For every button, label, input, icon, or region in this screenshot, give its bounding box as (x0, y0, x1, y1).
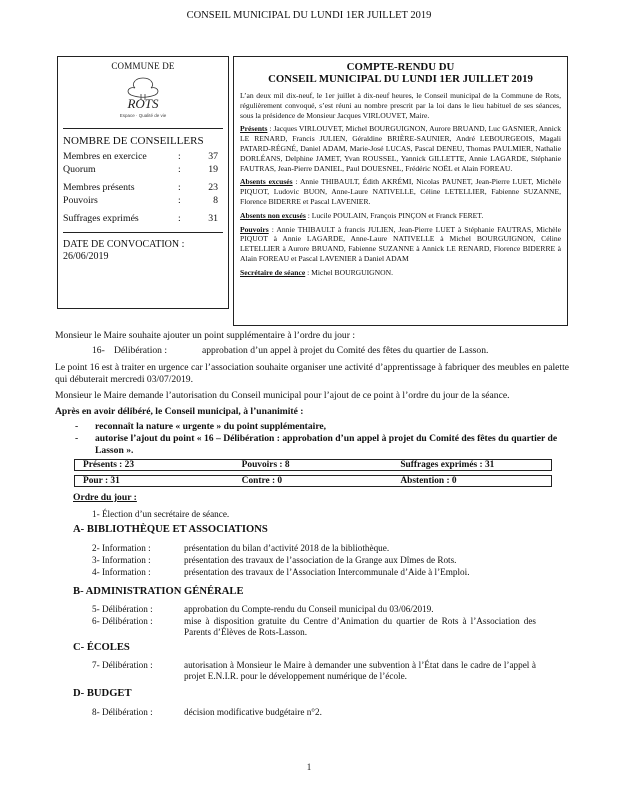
p4: Après en avoir délibéré, le Conseil municipal, à l’unanimité : (55, 406, 304, 417)
rots-logo (95, 74, 191, 120)
ordre-du-jour-label: Ordre du jour : (73, 492, 137, 503)
p1: Monsieur le Maire souhaite ajouter un point supplémentaire à l’ordre du jour : (55, 330, 355, 341)
p1-item: 16- Délibération : approbation d’un appel à projet du Comité des fêtes du quartier de Lasson. (92, 345, 489, 356)
section-d-item: 8- Délibération : décision modificative budgétaire n°2. (92, 707, 322, 717)
ordre-item-1: 1- Élection d’un secrétaire de séance. (92, 509, 230, 519)
pouvoirs-text: Pouvoirs : Annie THIBAULT à francis JULIEN, Jean-Pierre LUET à Stéphanie FAUTRAS, Michèle PIQUOT à Annie LAGARDE, Anne-Laure NATIVELLE à Michel BOURGUIGNON, Céline LETELLIER à Aurore BRUAND, Fabienne SUZANNE à Annick LE RENARD, Florence BIDERRE à Alain FOREAU et Pascal LAVENIER à Daniel ADAM (240, 224, 561, 263)
section-c-title: C- ÉCOLES (73, 642, 130, 653)
row-membres-presents: Membres présents : 23 (63, 182, 218, 193)
commune-info-box (57, 56, 229, 309)
compte-rendu-box (233, 56, 568, 326)
commune-label: COMMUNE DE (111, 61, 175, 71)
votes-row-2: Pour : 31 Contre : 0 Abstention : 0 (74, 475, 552, 487)
p3: Monsieur le Maire demande l’autorisation du Conseil municipal pour l’ajout de ce point à l’ordre du jour de la séance. (55, 390, 510, 401)
p2: Le point 16 est à traiter en urgence car l’association souhaite organiser une activité d’apprentissage à fabriquer des meubles en palette qui débuterait mercredi 03/07/2019. (55, 362, 569, 385)
section-a-item: 4- Information : présentation des travaux de l’Association Intercommunale d’Aide à l’Emploi. (92, 567, 470, 577)
section-d-title: D- BUDGET (73, 688, 132, 699)
bullet-1: - reconnaît la nature « urgente » du point supplémentaire, (75, 421, 327, 432)
votes-row-1: Présents : 23 Pouvoirs : 8 Suffrages exprimés : 31 (74, 459, 552, 471)
compte-rendu-title: COMPTE-RENDU DU CONSEIL MUNICIPAL DU LUNDI 1ER JUILLET 2019 (268, 61, 533, 85)
conseillers-title: NOMBRE DE CONSEILLERS (63, 128, 223, 147)
absents-excuses-text: Absents excusés : Annie THIBAULT, Édith AKRÉMI, Nicolas PAUNET, Jean-Pierre LUET, Michèle PIQUOT, Ludovic BUON, Anne-Laure NATIVELLE, Céline LETELLIER, Fabienne SUZANNE, Florence BIDERRE et Pascal LAVENIER. (240, 177, 561, 206)
row-quorum: Quorum : 19 (63, 163, 218, 175)
page-number: 1 (306, 762, 312, 772)
secretaire-text: Secrétaire de séance : Michel BOURGUIGNON. (240, 267, 393, 277)
section-a-title: A- BIBLIOTHÈQUE ET ASSOCIATIONS (73, 524, 268, 535)
row-membres-exercice: Membres en exercice : 37 (63, 151, 218, 162)
section-c-item: 7- Délibération : autorisation à Monsieur le Maire à demander une subvention à l’État dans le cadre de l’appel à projet E.N.I.R. pour le développement numérique de l’école. (92, 660, 536, 681)
page-header: CONSEIL MUNICIPAL DU LUNDI 1ER JUILLET 2019 (186, 10, 432, 21)
section-b-item: 6- Délibération : mise à disposition gratuite du Centre d’Animation du quartier de Rots à l’Association des Parents d’Élèves de Rots-Lasson. (92, 616, 536, 637)
row-pouvoirs: Pouvoirs : 8 (63, 194, 218, 206)
intro-text: L’an deux mil dix-neuf, le 1er juillet à dix-neuf heures, le Conseil municipal de la Commune de Rots, régulièrement convoqué, s’est réuni au nombre prescrit par la loi dans le lieu habituel de ses séances, sous la présidence de Monsieur Jacques VIRLOUVET, Maire. (240, 91, 561, 120)
absents-non-excuses-text: Absents non excusés : Lucile POULAIN, François PINÇON et Franck FERET. (240, 210, 484, 220)
row-suffrages: Suffrages exprimés : 31 (63, 213, 218, 224)
section-b-title: B- ADMINISTRATION GÉNÉRALE (73, 586, 244, 597)
section-a-item: 3- Information : présentation des travaux de l’association de la Grange aux Dîmes de Rots. (92, 555, 457, 565)
presents-text: Présents : Jacques VIRLOUVET, Michel BOURGUIGNON, Aurore BRUAND, Luc GASNIER, Annick LE RENARD, Francis JULIEN, Géraldine BRIÈRE-SAUNIER, André LEBOURGEOIS, Magali PATARD-RÉGNÉ, Daniel ADAM, Marie-José LUCAS, Pascal DENEU, Thomas PAULMIER, Nathalie DORLÉANS, Delphine JAMET, Yvan ROUSSEL, Yannick GILLETTE, Annie LAGARDE, Stéphanie FAUTRAS, Jean-Pierre DANIEL, Paul DOUESNEL, Frédéric NOËL et Alain FOREAU. (240, 124, 561, 173)
convocation: DATE DE CONVOCATION : 26/06/2019 (63, 232, 223, 263)
logo-text: ROTS (127, 96, 159, 111)
section-b-item: 5- Délibération : approbation du Compte-rendu du Conseil municipal du 03/06/2019. (92, 604, 434, 614)
section-a-item: 2- Information : présentation du bilan d’activité 2018 de la bibliothèque. (92, 543, 390, 553)
bullet-2: - autorise l’ajout du point « 16 – Délibération : approbation d’un appel à projet du Comité des fêtes du quartier de Lasson ». (75, 433, 558, 456)
logo-tagline: Espace · Qualité de vie (119, 113, 167, 118)
